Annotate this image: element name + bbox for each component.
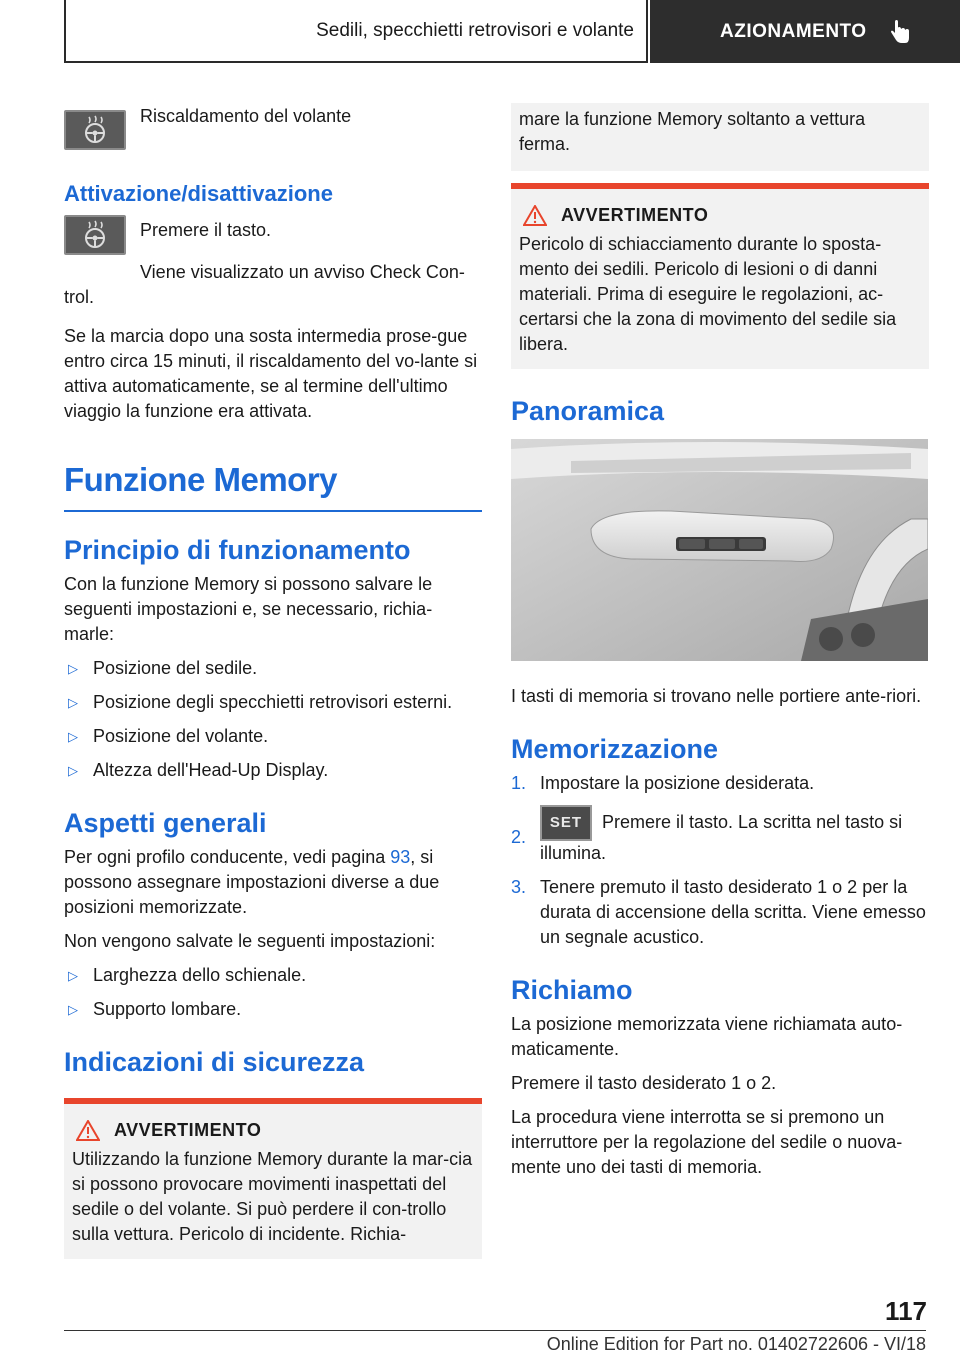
recall-text-3: La procedura viene interrotta se si premono un interruttore per la regolazione del sedile o nuova-mente uno dei tasti di memoria. <box>511 1107 903 1177</box>
resume-text: Se la marcia dopo una sosta intermedia prose-gue entro circa 15 minuti, il riscaldamento del vo-lante si attiva automaticamente, se al termine dell'ultimo viaggio la funzione era attivata. <box>64 326 478 421</box>
list-item: ▷ Posizione del sedile. <box>64 656 482 681</box>
triangle-bullet-icon: ▷ <box>68 1002 78 1017</box>
not-saved-list <box>64 963 482 1022</box>
steering-heat-button-image <box>64 215 126 255</box>
photo-caption: I tasti di memoria si trovano nelle portiere ante-riori. <box>511 686 922 706</box>
warning-box <box>511 183 929 369</box>
warning-text: Pericolo di schiacciamento durante lo sposta-mento dei sedili. Pericolo di lesioni o di danni materiali. Prima di eseguire le regolazioni, ac-certarsi che la zona di movimento del sedile sia libera. <box>519 234 897 354</box>
safety-heading: Indicazioni di sicurezza <box>64 1047 365 1077</box>
principle-text: Con la funzione Memory si possono salvare le seguenti impostazioni e, se necessario, richia-marle: <box>64 574 433 644</box>
set-button-image: SET <box>540 805 592 841</box>
page-header <box>0 0 960 66</box>
general-heading: Aspetti generali <box>64 808 267 838</box>
hand-pointer-icon <box>889 20 911 44</box>
triangle-bullet-icon: ▷ <box>68 763 78 778</box>
heating-label: Riscaldamento del volante <box>140 106 352 126</box>
list-item: ▷ Larghezza dello schienale. <box>64 963 482 988</box>
warning-triangle-icon <box>523 205 547 226</box>
steering-heat-button-image <box>64 110 126 150</box>
triangle-bullet-icon: ▷ <box>68 661 78 676</box>
list-item: 1. Impostare la posizione desiderata. <box>511 773 815 793</box>
page-number: 117 <box>885 1296 927 1326</box>
press-button-text: Premere il tasto. <box>140 220 272 240</box>
heating-row <box>64 104 482 162</box>
chapter-title: AZIONAMENTO <box>720 20 867 42</box>
list-item: ▷ Posizione del volante. <box>64 724 482 749</box>
general-text: Per ogni profilo conducente, vedi pagina 93, si possono assegnare impostazioni diverse a due posizioni memorizzate. <box>64 847 440 917</box>
principle-heading: Principio di funzionamento <box>64 535 411 565</box>
steering-wheel-heat-icon <box>80 220 110 250</box>
warning-triangle-icon <box>76 1120 100 1141</box>
memory-heading: Funzione Memory <box>64 461 338 498</box>
settings-list <box>64 656 482 783</box>
section-title: Sedili, specchietti retrovisori e volante <box>64 0 648 63</box>
heading-rule <box>64 510 482 512</box>
check-control-text: Viene visualizzato un avviso Check Con-trol. <box>64 262 465 307</box>
warning-cont-text: mare la funzione Memory soltanto a vettura ferma. <box>519 109 866 154</box>
chapter-tab <box>650 0 960 63</box>
steering-wheel-heat-icon <box>80 115 110 145</box>
footer-rule <box>64 1330 926 1331</box>
left-column <box>64 100 482 1259</box>
warning-title: AVVERTIMENTO <box>519 205 921 226</box>
triangle-bullet-icon: ▷ <box>68 695 78 710</box>
warning-text: Utilizzando la funzione Memory durante la mar-cia si possono provocare movimenti inaspettati del sedile o del volante. Si può perdere il con-trollo sulla vettura. Pericolo di incidente. Richia- <box>72 1149 473 1244</box>
right-column <box>511 103 929 1189</box>
activation-heading: Attivazione/disattivazione <box>64 181 333 206</box>
recall-heading: Richiamo <box>511 975 633 1005</box>
triangle-bullet-icon: ▷ <box>68 729 78 744</box>
store-heading: Memorizzazione <box>511 734 719 764</box>
door-memory-buttons-photo <box>511 439 928 661</box>
warning-title: AVVERTIMENTO <box>72 1120 474 1141</box>
warning-box <box>64 1098 482 1259</box>
recall-text-2: Premere il tasto desiderato 1 o 2. <box>511 1073 777 1093</box>
list-item: ▷ Posizione degli specchietti retrovisori esterni. <box>64 690 482 715</box>
overview-heading: Panoramica <box>511 396 665 426</box>
list-item: 3. Tenere premuto il tasto desiderato 1 o 2 per la durata di accensione della scritta. Viene emesso un segnale acustico. <box>511 877 926 947</box>
warning-continuation <box>511 103 929 171</box>
page-ref-link[interactable]: 93 <box>390 847 411 867</box>
triangle-bullet-icon: ▷ <box>68 968 78 983</box>
list-item: 2. SET Premere il tasto. La scritta nel tasto si illumina. <box>511 805 929 866</box>
list-item: ▷ Supporto lombare. <box>64 997 482 1022</box>
edition-text: Online Edition for Part no. 01402722606 - VI/18 <box>546 1334 926 1354</box>
not-saved-text: Non vengono salvate le seguenti impostazioni: <box>64 931 436 951</box>
press-row <box>64 218 482 264</box>
store-steps <box>511 771 929 950</box>
recall-text-1: La posizione memorizzata viene richiamata auto-maticamente. <box>511 1014 903 1059</box>
list-item: ▷ Altezza dell'Head-Up Display. <box>64 758 482 783</box>
